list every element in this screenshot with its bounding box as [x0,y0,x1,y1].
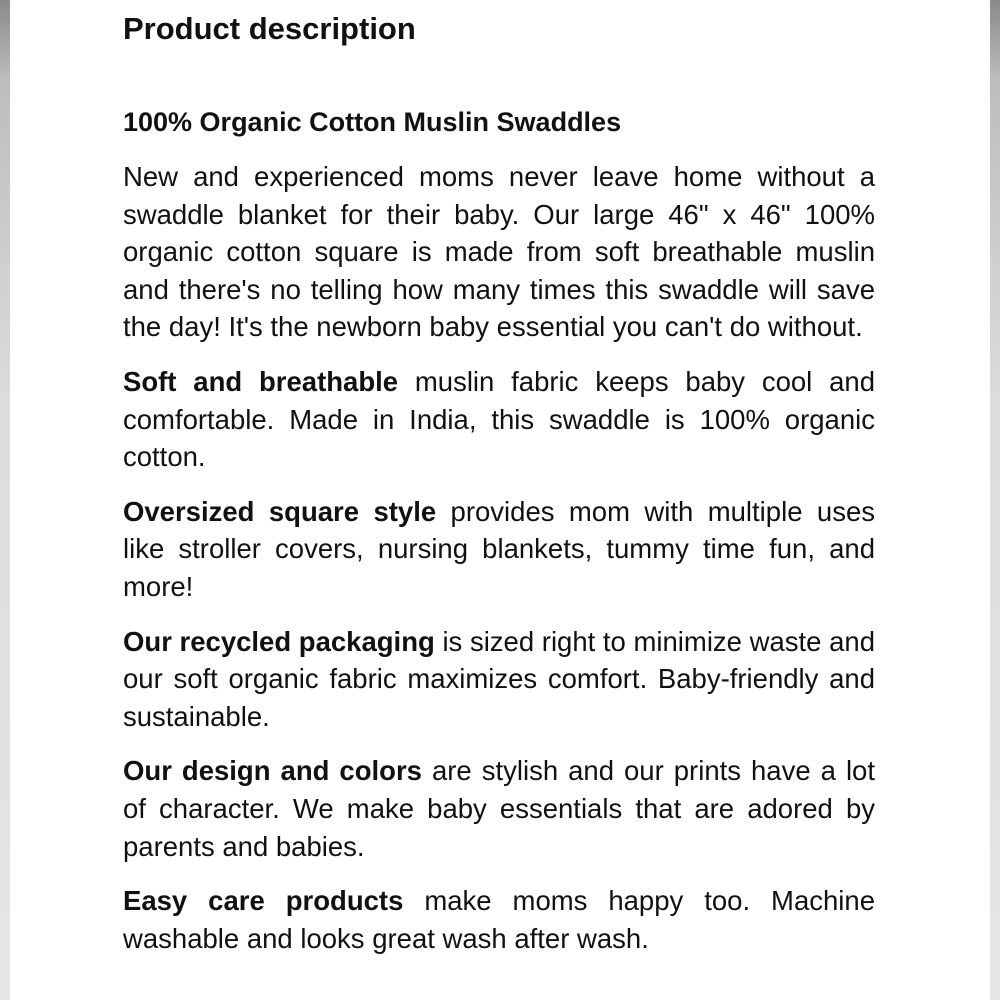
feature-lead: Our design and colors [123,755,422,787]
feature-lead: Soft and breathable [123,365,399,397]
feature-paragraph-easy-care [123,882,875,957]
feature-paragraph-design-colors [123,752,875,865]
feature-text: are stylish and our prints have a lot of character. We make baby essentials that are adored by parents and babies. [123,755,875,862]
intro-paragraph: New and experienced moms never leave home without a swaddle blanket for their baby. Our large 46" x 46" 100% organic cotton square is made from soft breathable muslin and there's no telling how many times this swaddle will save the day! It's the newborn baby essential you can't do without. [123,161,875,343]
feature-text: make moms happy too. Machine washable and looks great wash after wash. [123,885,875,954]
description-body [123,158,875,974]
feature-text: muslin fabric keeps baby cool and comfortable. Made in India, this swaddle is 100% organic cotton. [123,365,875,473]
feature-lead: Easy care products [123,885,404,917]
right-edge-shadow [990,0,1000,1000]
left-edge-shadow [0,0,10,1000]
feature-paragraph-recycled-packaging [123,623,875,736]
product-title: 100% Organic Cotton Muslin Swaddles [123,107,622,137]
feature-text: provides mom with multiple uses like stroller covers, nursing blankets, tummy time fun, and more! [123,495,875,602]
feature-text: is sized right to minimize waste and our soft organic fabric maximizes comfort. Baby-friendly and sustainable. [123,625,875,732]
feature-paragraph-soft-breathable [123,363,875,476]
feature-paragraph-oversized-square [123,493,875,606]
feature-lead: Oversized square style [123,495,437,527]
feature-lead: Our recycled packaging [123,625,435,657]
section-heading: Product description [123,11,416,46]
